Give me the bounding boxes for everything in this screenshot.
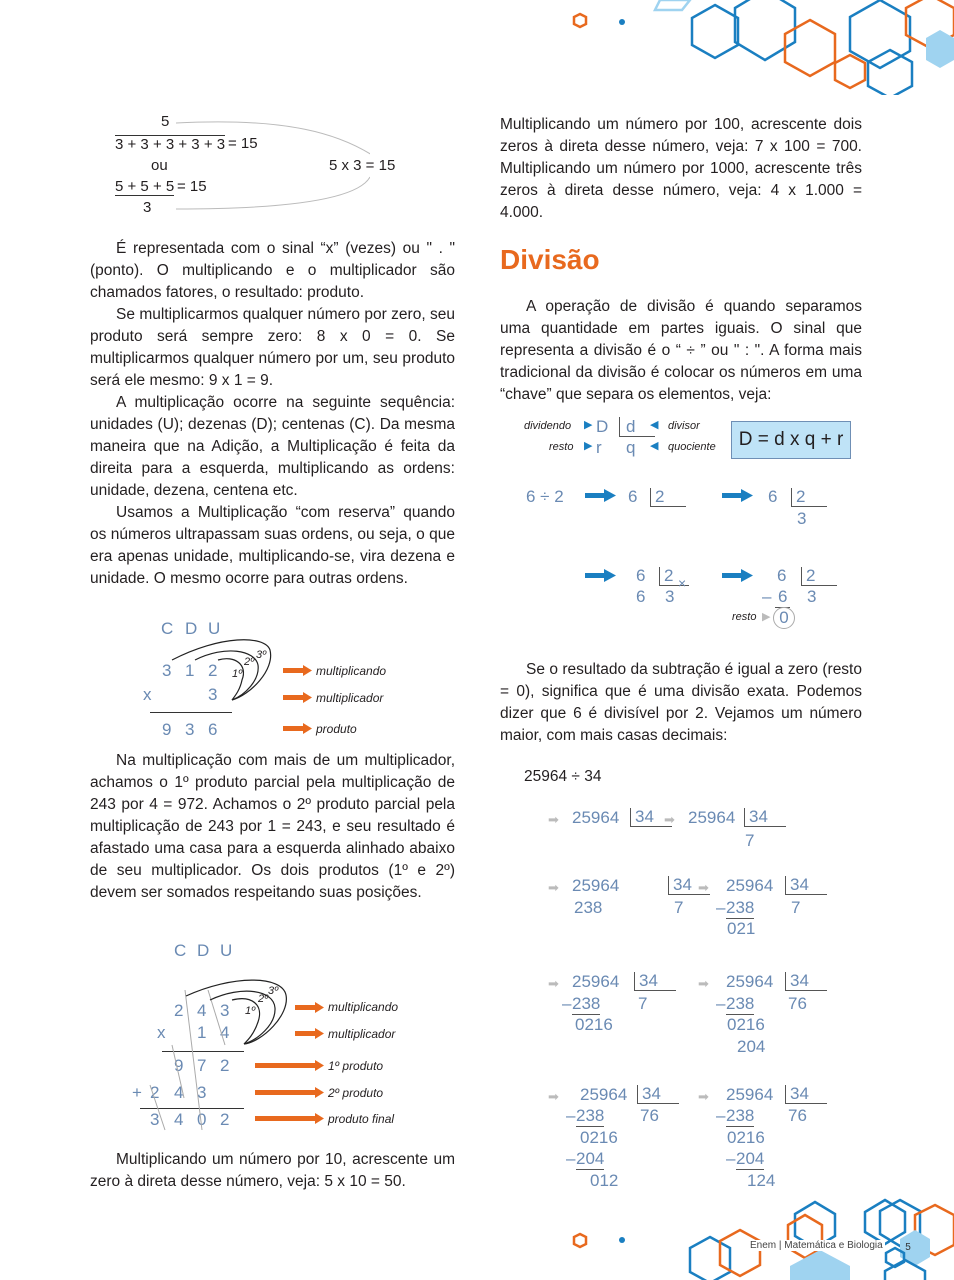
digit: 9 bbox=[174, 1056, 184, 1075]
digit: 3 bbox=[162, 661, 172, 680]
paragraph-reserve: Usamos a Multiplicação “com reserva” quando os números ultrapassam suas ordens, ou seja, o que era apenas unidade, multiplicando-se, vira dezena e unidade. O mesmo ocorre para outras ordens. bbox=[90, 504, 455, 587]
quotient: 7 bbox=[674, 898, 684, 917]
dividend: 25964 bbox=[726, 876, 774, 895]
divisor-symbol: d bbox=[619, 417, 655, 437]
product: 6 bbox=[775, 587, 790, 608]
connector-curves bbox=[170, 115, 370, 215]
dividend: 25964 bbox=[726, 1085, 774, 1104]
quotient: 76 bbox=[640, 1106, 659, 1125]
rest-circle: 0 bbox=[773, 607, 795, 629]
quotient: 3 bbox=[807, 587, 817, 606]
divisor: 2 bbox=[801, 567, 837, 586]
digit: 3 bbox=[197, 1083, 207, 1102]
gray-arrow-icon: ➡ bbox=[698, 976, 709, 991]
label-multiplicador: multiplicador bbox=[328, 1027, 396, 1041]
top-count: 5 bbox=[161, 113, 170, 130]
label-resto: resto bbox=[549, 441, 574, 453]
paragraph-multi-multiplier: Na multiplicação com mais de um multiplicador, achamos o 1º produto parcial pela multiplicação de 243 por 4 = 972. Achamos o 2º produto parcial pela multiplicação de 243 por 1 = 243, e seu resultado é afastado uma casa para a esquerda alinhado abaixo de seu multiplicador. Os dois produtos (1º e 2º) devem ser somados respeitando suas posições. bbox=[90, 752, 455, 901]
label-quociente: quociente bbox=[668, 441, 716, 453]
digit: 3 bbox=[220, 1001, 230, 1020]
label-produto: produto bbox=[316, 722, 357, 736]
digit: 2 bbox=[220, 1110, 230, 1129]
arrow-left-icon: ◀ bbox=[650, 440, 659, 452]
gray-arrow-icon: ➡ bbox=[548, 880, 559, 895]
header-u: U bbox=[208, 619, 221, 638]
digit: 7 bbox=[197, 1056, 207, 1075]
dividend: 25964 bbox=[688, 808, 736, 827]
quotient-symbol: q bbox=[626, 438, 636, 457]
header-c: C bbox=[174, 941, 187, 960]
minus-sign: – bbox=[716, 994, 726, 1013]
minus-sign: – bbox=[716, 898, 726, 917]
dividend-symbol: D bbox=[596, 417, 609, 436]
product: 238 bbox=[572, 994, 601, 1013]
remainder: 0216 bbox=[727, 1128, 765, 1147]
dividend: 6 bbox=[636, 566, 646, 585]
order-label: 3º bbox=[268, 985, 279, 997]
digit: 2 bbox=[208, 661, 218, 680]
order-label: 2º bbox=[244, 656, 255, 668]
dividend: 25964 bbox=[572, 876, 620, 895]
remainder: 0216 bbox=[727, 1015, 765, 1034]
gray-arrow-icon: ➡ bbox=[548, 812, 559, 827]
quotient: 7 bbox=[745, 831, 755, 850]
quotient: 3 bbox=[665, 587, 675, 606]
bottom-count: 3 bbox=[143, 199, 152, 216]
dividend: 25964 bbox=[572, 972, 620, 991]
paragraph-division-intro: A operação de divisão é quando separamos uma quantidade em partes iguais. O sinal que representa a divisão é o “ ÷ ” ou " : ". A forma mais tradicional da divisão é colocar os números em uma “chave” que separa os elementos, veja: bbox=[500, 298, 862, 403]
header-d: D bbox=[197, 941, 210, 960]
quotient: 3 bbox=[797, 509, 807, 528]
label-divisor: divisor bbox=[668, 420, 700, 432]
digit: 6 bbox=[208, 720, 218, 739]
minus-sign: – bbox=[566, 1106, 576, 1125]
arrow-left-icon: ◀ bbox=[650, 419, 659, 431]
divisor: 34 bbox=[637, 1085, 679, 1104]
section-heading-divisao: Divisão bbox=[500, 244, 600, 275]
minus-sign: – bbox=[562, 994, 572, 1013]
label-resto: resto bbox=[732, 611, 757, 623]
product-equation: 5 x 3 = 15 bbox=[329, 157, 396, 174]
paragraph-exact-division: Se o resultado da subtração é igual a zero (resto = 0), significa que é uma divisão exata. Podemos dizer que 6 é divisível por 2. Vejamos um número maior, com mais casas decimais: bbox=[500, 661, 862, 744]
divisor: 34 bbox=[785, 972, 827, 991]
digit: 3 bbox=[185, 720, 195, 739]
quotient: 76 bbox=[788, 1106, 807, 1125]
digit: 4 bbox=[174, 1110, 184, 1129]
gray-arrow-icon: ➡ bbox=[664, 812, 675, 827]
product: 238 bbox=[726, 994, 755, 1013]
digit: 1 bbox=[197, 1023, 207, 1042]
digit: 3 bbox=[150, 1110, 160, 1129]
paragraph-times-100: Multiplicando um número por 100, acrescente dois zeros à direta desse número, veja: 7 x 100 = 700. Multiplicando um número por 1000, acrescente três zeros à direta desse número, veja: 4 x 1.000 = 4.000. bbox=[500, 116, 862, 221]
label-2-produto: 2º produto bbox=[328, 1086, 384, 1100]
paragraph-sequence: A multiplicação ocorre na seguinte sequência: unidades (U); dezenas (D); centenas (C). Da mesma maneira que na Adição, a Multiplicação é feita da direita para a esquerda, multiplicando as ordens: unidade, dezena, centena etc. bbox=[90, 394, 455, 499]
minus-sign: – bbox=[726, 1149, 736, 1168]
expression: 6 ÷ 2 bbox=[526, 487, 564, 506]
remainder: 021 bbox=[727, 919, 756, 938]
times-sign: x bbox=[157, 1023, 166, 1042]
product: 238 bbox=[576, 1106, 605, 1125]
times-sign: x bbox=[143, 685, 152, 704]
label-multiplicando: multiplicando bbox=[316, 664, 387, 678]
blue-arrow-icon bbox=[585, 569, 617, 583]
digit: 1 bbox=[185, 661, 195, 680]
sum-repeat-3: 3 + 3 + 3 + 3 + 3 bbox=[115, 136, 226, 153]
divisor: 2 bbox=[650, 488, 686, 507]
label-multiplicador: multiplicador bbox=[316, 691, 384, 705]
digit: 2 bbox=[220, 1056, 230, 1075]
divisor: 2 bbox=[791, 488, 827, 507]
digit: 3 bbox=[208, 685, 218, 704]
dividend: 6 bbox=[628, 487, 638, 506]
divisor: 2 bbox=[659, 567, 689, 586]
blue-arrow-icon bbox=[585, 489, 617, 503]
label-produto-final: produto final bbox=[328, 1112, 395, 1126]
rest-symbol: r bbox=[596, 438, 602, 457]
digit: 4 bbox=[220, 1023, 230, 1042]
gray-arrow-icon: ➡ bbox=[548, 976, 559, 991]
sum2-result: = 15 bbox=[177, 178, 207, 195]
digit: 4 bbox=[197, 1001, 207, 1020]
footer-text: Enem | Matemática e Biologia bbox=[750, 1240, 883, 1251]
order-label: 1º bbox=[245, 1005, 256, 1017]
product: 238 bbox=[574, 898, 603, 917]
gray-arrow-icon: ➡ bbox=[548, 1089, 559, 1104]
or-text: ou bbox=[151, 157, 168, 174]
dividend: 25964 bbox=[726, 972, 774, 991]
blue-arrow-icon bbox=[722, 569, 754, 583]
quotient: 7 bbox=[638, 994, 648, 1013]
remainder: 124 bbox=[747, 1171, 776, 1190]
remainder: 012 bbox=[590, 1171, 619, 1190]
plus-sign: + bbox=[132, 1083, 142, 1102]
divisor: 34 bbox=[744, 808, 786, 827]
digit: 2 bbox=[174, 1001, 184, 1020]
minus-sign: – bbox=[716, 1106, 726, 1125]
product: 204 bbox=[576, 1149, 605, 1168]
header-c: C bbox=[161, 619, 174, 638]
dividend: 25964 bbox=[572, 808, 620, 827]
label-1-produto: 1º produto bbox=[328, 1059, 384, 1073]
arrow-right-icon: ▶ bbox=[762, 611, 771, 623]
paragraph-sign: É representada com o sinal “x” (vezes) ou " . " (ponto). O multiplicando e o multiplicador são chamados fatores, o resultado: produto. bbox=[90, 240, 455, 301]
minus-sign: – bbox=[762, 587, 772, 606]
arrow-icons bbox=[255, 1000, 325, 1125]
order-label: 2º bbox=[258, 993, 269, 1005]
order-arcs bbox=[170, 630, 280, 705]
paragraph-zero-one: Se multiplicarmos qualquer número por zero, seu produto será sempre zero: 8 x 0 = 0. Se multiplicarmos qualquer número por um, seu produto será ele mesmo: 9 x 1 = 9. bbox=[90, 306, 455, 389]
divisor: 34 bbox=[630, 808, 672, 827]
arrow-right-icon: ▶ bbox=[584, 440, 593, 452]
arrow-icons bbox=[283, 664, 313, 736]
digit: 4 bbox=[174, 1083, 184, 1102]
product: 204 bbox=[737, 1037, 766, 1056]
divisor: 34 bbox=[634, 972, 676, 991]
order-label: 1º bbox=[232, 668, 243, 680]
label-dividendo: dividendo bbox=[524, 420, 572, 432]
big-division-expression: 25964 ÷ 34 bbox=[524, 768, 602, 785]
blue-arrow-icon bbox=[722, 489, 754, 503]
arrow-right-icon: ▶ bbox=[584, 419, 593, 431]
product: 6 bbox=[636, 587, 646, 606]
header-d: D bbox=[185, 619, 198, 638]
dividend: 25964 bbox=[580, 1085, 628, 1104]
division-formula-box: D = d x q + r bbox=[731, 421, 851, 459]
minus-sign: – bbox=[566, 1149, 576, 1168]
product: 204 bbox=[736, 1149, 765, 1168]
dividend: 6 bbox=[777, 566, 787, 585]
order-label: 3º bbox=[256, 649, 267, 661]
divisor: 34 bbox=[785, 1085, 827, 1104]
sum1-result: = 15 bbox=[228, 135, 258, 152]
product: 238 bbox=[726, 898, 755, 917]
remainder: 0216 bbox=[575, 1015, 613, 1034]
sum-repeat-5: 5 + 5 + 5 bbox=[115, 178, 175, 195]
paragraph-times-10: Multiplicando um número por 10, acrescente um zero à direta desse número, veja: 5 x 10 = 50. bbox=[90, 1151, 455, 1190]
sum-line bbox=[150, 712, 232, 713]
quotient: 7 bbox=[791, 898, 801, 917]
divisor: 34 bbox=[668, 876, 710, 895]
digit: 2 bbox=[150, 1083, 160, 1102]
header-u: U bbox=[220, 941, 233, 960]
digit: 0 bbox=[197, 1110, 207, 1129]
hexagon-decoration-top bbox=[560, 0, 954, 95]
gray-arrow-icon: ➡ bbox=[698, 880, 709, 895]
dividend: 6 bbox=[768, 487, 778, 506]
page-number: 5 bbox=[905, 1242, 911, 1253]
digit: 9 bbox=[162, 720, 172, 739]
remainder: 0216 bbox=[580, 1128, 618, 1147]
cross-icon: × bbox=[678, 575, 687, 591]
quotient: 76 bbox=[788, 994, 807, 1013]
label-multiplicando: multiplicando bbox=[328, 1000, 399, 1014]
product: 238 bbox=[726, 1106, 755, 1125]
divisor: 34 bbox=[785, 876, 827, 895]
gray-arrow-icon: ➡ bbox=[698, 1089, 709, 1104]
